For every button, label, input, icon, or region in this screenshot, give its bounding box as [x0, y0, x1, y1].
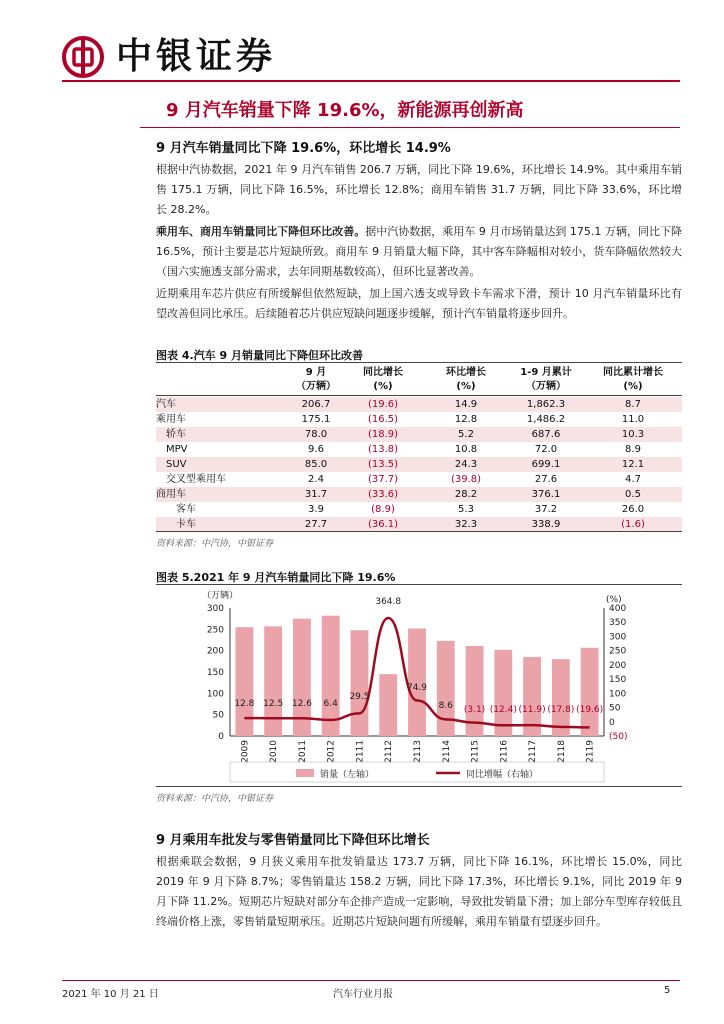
table-cell: (19.6) — [367, 399, 399, 410]
x-tick-label: 2012 — [326, 740, 337, 763]
table-cell: 5.3 — [458, 504, 474, 515]
chart-top-rule — [156, 584, 682, 585]
left-tick-label: 150 — [206, 668, 224, 678]
table-cell: 9.6 — [308, 444, 324, 455]
table-cell: 0.5 — [625, 489, 641, 500]
table-bottom-rule — [156, 531, 682, 532]
table-cell: 206.7 — [301, 399, 331, 410]
data-label-yoy: (19.6) — [576, 705, 604, 715]
table-header-label: 同比累计增长 — [603, 367, 663, 378]
bank-of-china-logo-icon — [62, 36, 104, 78]
bar-sales-2111 — [351, 630, 369, 736]
data-label-yoy: 12.5 — [263, 699, 284, 709]
table-cell: 687.6 — [531, 429, 561, 440]
x-tick-label: 2111 — [355, 740, 366, 763]
table-row — [156, 412, 682, 427]
table-row-label: MPV — [166, 444, 188, 455]
data-label-yoy: 74.9 — [406, 683, 428, 693]
data-label-yoy: 6.4 — [323, 699, 338, 709]
table-header-label: 同比增长 — [363, 367, 403, 378]
table-header-unit: （万辆） — [296, 381, 336, 392]
x-tick-label: 2112 — [384, 740, 395, 763]
x-tick-label: 2113 — [413, 740, 423, 763]
data-label-yoy: (12.4) — [489, 705, 517, 715]
table-cell: (18.9) — [367, 429, 399, 440]
table-row-label: SUV — [166, 459, 187, 470]
brand-name: 中银证券 — [116, 35, 277, 77]
table-cell: 26.0 — [621, 504, 645, 515]
footer-divider — [62, 980, 680, 981]
table-title: 图表 4.汽车 9 月销量同比下降但环比改善 — [156, 349, 363, 362]
section1-paragraph-2-lead: 乘用车、商用车销量同比下降但环比改善。 — [156, 225, 366, 238]
data-label-yoy: 12.8 — [234, 699, 255, 709]
table-row-label: 轿车 — [166, 429, 186, 440]
section1-paragraph-2-body: 据中汽协数据，乘用车 9 月市场销量达到 175.1 万辆，同比下降 16.5%，预计主要是芯片短缺所致。商用车 9 月销量大幅下降，其中客车降幅相对较小，货车降幅依然较大（国六实施透支部分需求，去年同期基数较高），但环比显著改善。 — [156, 225, 682, 278]
left-tick-label: 200 — [206, 646, 224, 657]
right-tick-label: 100 — [609, 689, 627, 700]
data-label-yoy: 29.5 — [349, 692, 370, 702]
legend-line-label: 同比增幅（右轴） — [466, 770, 539, 780]
x-tick-label: 2119 — [585, 740, 596, 763]
section1-paragraph-2 — [156, 222, 682, 282]
table-cell: 1,862.3 — [526, 399, 566, 410]
bar-sales-2112 — [379, 674, 397, 736]
footer-page-number: 5 — [664, 985, 671, 996]
right-tick-label: 350 — [609, 618, 627, 629]
table-row — [156, 472, 682, 487]
table-cell: 376.1 — [531, 489, 561, 500]
x-tick-label: 2117 — [528, 740, 539, 763]
table-row — [156, 442, 682, 457]
table-row — [156, 502, 682, 517]
left-tick-label: 50 — [212, 710, 224, 721]
data-label-yoy: 364.8 — [375, 597, 402, 607]
table-cell: (1.6) — [621, 519, 645, 530]
table-header-unit: (%) — [623, 381, 643, 392]
bar-sales-2012 — [322, 616, 340, 736]
table-row-label: 客车 — [176, 504, 196, 515]
chart-source: 资料来源：中汽协，中银证券 — [156, 794, 274, 804]
table-source: 资料来源：中汽协，中银证券 — [156, 539, 274, 549]
x-tick-label: 2009 — [240, 740, 251, 763]
bar-sales-2009 — [235, 627, 253, 736]
bar-sales-2114 — [437, 641, 455, 736]
table-cell: 3.9 — [308, 504, 324, 515]
left-tick-label: 0 — [218, 732, 224, 742]
table-cell: 12.1 — [621, 459, 645, 470]
header-divider — [62, 80, 680, 82]
right-axis-unit: (%) — [606, 595, 622, 605]
table-cell: 72.0 — [534, 444, 558, 455]
table-cell: 37.2 — [534, 504, 558, 515]
table-top-rule — [156, 362, 682, 363]
table-cell: 14.9 — [454, 399, 478, 410]
table-header-label: 9 月 — [305, 367, 327, 378]
x-tick-label: 2011 — [297, 740, 308, 763]
title-divider — [140, 127, 680, 128]
table-header-col-4 — [516, 366, 576, 394]
table-cell: 4.7 — [625, 474, 641, 485]
right-tick-label: 50 — [609, 703, 621, 714]
right-tick-label: 250 — [609, 646, 627, 657]
chart-bottom-rule — [156, 786, 682, 787]
table-cell: 85.0 — [304, 459, 328, 470]
table-row — [156, 397, 682, 412]
table-cell: 31.7 — [304, 489, 328, 500]
bar-sales-2118 — [552, 659, 570, 736]
section1-paragraph-3: 近期乘用车芯片供应有所缓解但依然短缺，加上国六透支或导致卡车需求下滑，预计 10 月汽车销量环比有望改善但同比承压。后续随着芯片供应短缺问题逐步缓解，预计汽车销量将逐步回升。 — [156, 287, 682, 320]
chart-title: 图表 5.2021 年 9 月汽车销量同比下降 19.6% — [156, 571, 396, 584]
data-label-yoy: 12.6 — [291, 699, 312, 709]
left-tick-label: 250 — [206, 625, 224, 636]
table-cell: (13.5) — [367, 459, 399, 470]
data-label-yoy: (3.1) — [463, 705, 486, 715]
table-cell: 699.1 — [531, 459, 561, 470]
table-row-label: 商用车 — [156, 489, 186, 500]
table-cell: 5.2 — [458, 429, 474, 440]
data-label-yoy: (17.8) — [547, 705, 575, 715]
table-header-label: 1-9 月累计 — [520, 367, 572, 378]
x-tick-label: 2114 — [441, 740, 452, 763]
footer-report-name: 汽车行业月报 — [333, 989, 393, 1000]
table-row-label: 交叉型乘用车 — [166, 474, 226, 485]
x-tick-label: 2115 — [470, 740, 481, 763]
table-header-unit: (%) — [373, 381, 393, 392]
table-cell: 12.8 — [454, 414, 478, 425]
right-tick-label: 400 — [609, 604, 627, 614]
table-row — [156, 427, 682, 442]
bar-sales-2116 — [494, 650, 512, 736]
x-tick-label: 2116 — [499, 740, 510, 763]
table-header-label: 环比增长 — [446, 367, 486, 378]
table-cell: 11.0 — [621, 414, 645, 425]
table-cell: (33.6) — [367, 489, 399, 500]
section1-heading: 9 月汽车销量同比下降 19.6%，环比增长 14.9% — [156, 141, 451, 156]
table-cell: 1,486.2 — [526, 414, 566, 425]
table-cell: 27.7 — [304, 519, 328, 530]
bar-sales-2119 — [581, 648, 599, 736]
legend-bar-swatch — [296, 769, 314, 777]
table-header-unit: (%) — [456, 381, 476, 392]
table-cell: 8.7 — [625, 399, 641, 410]
table-cell: 175.1 — [301, 414, 331, 425]
table-cell: (16.5) — [367, 414, 399, 425]
left-tick-label: 300 — [206, 604, 224, 614]
table-cell: 8.9 — [625, 444, 641, 455]
table-cell: 78.0 — [304, 429, 328, 440]
legend-bar-label: 销量（左轴） — [320, 770, 375, 780]
table-cell: 32.3 — [454, 519, 478, 530]
table-cell: (13.8) — [367, 444, 399, 455]
data-label-yoy: 8.6 — [438, 701, 453, 711]
bar-sales-2010 — [264, 626, 282, 736]
table-cell: (36.1) — [367, 519, 399, 530]
table-cell: 338.9 — [531, 519, 561, 530]
left-axis-unit: （万辆） — [202, 591, 239, 601]
table-header-col-1 — [286, 366, 346, 394]
right-tick-label: 200 — [609, 660, 627, 671]
right-tick-label: 0 — [609, 717, 615, 728]
table-cell: 24.3 — [454, 459, 478, 470]
left-tick-label: 100 — [206, 689, 224, 700]
table-cell: 27.6 — [534, 474, 558, 485]
data-label-yoy: (11.9) — [518, 705, 546, 715]
footer-date: 2021 年 10 月 21 日 — [62, 989, 159, 1000]
sales-chart — [156, 586, 682, 784]
table-cell: (8.9) — [371, 504, 395, 515]
section1-paragraph-1: 根据中汽协数据，2021 年 9 月汽车销售 206.7 万辆，同比下降 19.6%，环比增长 14.9%。其中乘用车销售 175.1 万辆，同比下降 16.5%，环比增长 12.8%；商用车销售 31.7 万辆，同比下降 33.6%，环比增长 28.2%。 — [156, 163, 682, 216]
table-header-col-2 — [353, 366, 413, 394]
x-tick-label: 2118 — [556, 740, 567, 763]
table-cell: 10.3 — [621, 429, 645, 440]
x-tick-label: 2010 — [269, 740, 280, 763]
table-row — [156, 457, 682, 472]
right-tick-label: 300 — [609, 632, 627, 643]
table-cell: 2.4 — [308, 474, 324, 485]
table-cell: 10.8 — [454, 444, 478, 455]
right-tick-label: 150 — [609, 675, 627, 686]
table-row-label: 汽车 — [156, 399, 176, 410]
legend-box — [230, 762, 604, 782]
table-header-col-3 — [436, 366, 496, 394]
table-header-unit: （万辆） — [526, 381, 566, 392]
table-row-label: 乘用车 — [156, 414, 186, 425]
table-row — [156, 517, 682, 532]
table-header-col-5 — [603, 366, 663, 394]
table-header-rule — [156, 395, 682, 396]
section2-heading: 9 月乘用车批发与零售销量同比下降但环比增长 — [156, 833, 430, 848]
table-row — [156, 487, 682, 502]
table-row-label: 卡车 — [176, 519, 196, 530]
table-cell: (39.8) — [450, 474, 482, 485]
right-tick-label: (50) — [609, 732, 628, 742]
page-title: 9 月汽车销量下降 19.6%，新能源再创新高 — [166, 100, 524, 121]
section2-paragraph: 根据乘联会数据，9 月狭义乘用车批发销量达 173.7 万辆，同比下降 16.1%，环比增长 15.0%，同比 2019 年 9 月下降 8.7%；零售销量达 158.2 万辆，同比下降 17.3%，环比增长 9.1%，同比 2019 年 9 月下降 11.2%。短期芯片短缺对部分车企排产造成一定影响，导致批发销量下滑；加上部分车型库存较低且终端价格上涨，零售销量短期承压。近期芯片短缺问题有所缓解，乘用车销量有望逐步回升。 — [156, 855, 682, 928]
table-cell: (37.7) — [367, 474, 399, 485]
table-cell: 28.2 — [454, 489, 478, 500]
